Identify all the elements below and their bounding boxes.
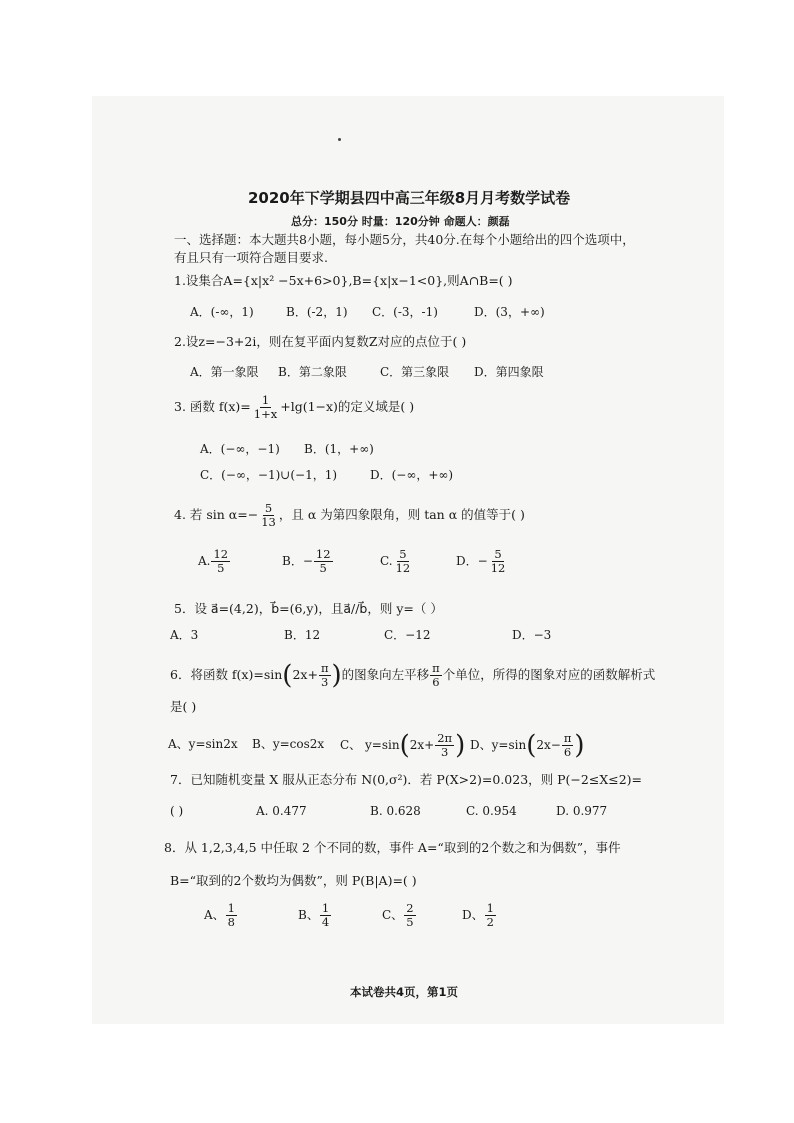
q4-option-c-fraction <box>394 548 413 575</box>
q8-option-d-fraction <box>485 902 496 929</box>
q4-fraction <box>259 502 278 529</box>
q3-option-b: B．(1，+∞) <box>304 442 374 456</box>
q5-option-a: A．3 <box>170 628 199 642</box>
exam-info: 总分：150分 时量：120分钟 命题人：颜磊 <box>291 215 510 228</box>
q4-stem-pre: 4. 若 sin α=− <box>174 507 259 522</box>
q7-option-c: C. 0.954 <box>466 804 517 818</box>
q4-stem <box>174 502 525 529</box>
q7-stem: 7．已知随机变量 X 服从正态分布 N(0,σ²)．若 P(X>2)=0.023，则 P(−2≤X≤2)= <box>170 772 642 787</box>
q3-fraction-numerator: 1 <box>261 393 270 407</box>
q5-option-c: C．−12 <box>384 628 431 642</box>
q7-option-b: B. 0.628 <box>370 804 421 818</box>
q4-option-b-numerator: 12 <box>315 547 331 561</box>
q8-option-c <box>382 902 417 929</box>
q4-fraction-denominator: 13 <box>261 515 276 529</box>
q6-option-d-arg: 2x− <box>536 738 561 752</box>
q6-stem-pre: 6．将函数 f(x)=sin <box>170 667 283 682</box>
q6-shift-denominator: 6 <box>432 675 440 689</box>
q2-option-c: C．第三象限 <box>380 365 450 379</box>
q1-option-d: D．(3，+∞) <box>474 305 545 319</box>
q5-option-b: B．12 <box>284 628 321 642</box>
q6-option-d-pre: D、y=sin <box>470 738 527 752</box>
q6-option-c-fraction <box>435 732 454 759</box>
q4-option-d-label: D．− <box>456 554 488 568</box>
q3-fraction-denominator: 1+x <box>253 407 278 421</box>
q8-option-d-numerator: 1 <box>486 901 494 915</box>
q8-option-a <box>204 902 238 929</box>
q6-arg: 2x+ <box>292 667 318 682</box>
q4-option-a <box>198 548 231 575</box>
q6-shift-fraction <box>430 662 442 689</box>
q5-option-d: D．−3 <box>512 628 552 642</box>
q6-option-d-fraction <box>562 732 574 759</box>
q4-option-a-fraction <box>211 548 230 575</box>
q4-option-d-denominator: 12 <box>490 561 506 575</box>
q8-option-a-fraction <box>226 902 237 929</box>
section-instruction-line1: 一、选择题：本大题共8小题，每小题5分，共40分.在每个小题给出的四个选项中， <box>174 232 635 247</box>
section-instruction-line2: 有且只有一项符合题目要求. <box>174 250 328 265</box>
q4-option-d-fraction <box>489 548 508 575</box>
q8-option-c-label: C、 <box>382 908 404 922</box>
q3-option-d: D．(−∞，+∞) <box>370 468 454 482</box>
q6-option-d-paren-left: ( <box>526 730 537 761</box>
q8-option-d-denominator: 2 <box>486 915 494 929</box>
q6-arg-denominator: 3 <box>321 675 329 689</box>
q8-option-b-label: B、 <box>298 908 319 922</box>
q4-option-a-denominator: 5 <box>217 561 225 575</box>
q6-option-d-paren-right: ) <box>574 730 585 761</box>
q3-stem-pre: 3. 函数 f(x)= <box>174 399 251 414</box>
q8-option-a-numerator: 1 <box>227 901 235 915</box>
q6-option-d-numerator: π <box>563 731 572 745</box>
q4-option-a-numerator: 12 <box>213 547 229 561</box>
q6-stem <box>170 662 655 689</box>
q8-option-c-fraction <box>404 902 415 929</box>
q1-option-a: A．(-∞，1) <box>190 305 254 319</box>
q6-option-c-arg: 2x+ <box>409 738 435 752</box>
q1-option-b: B．(-2，1) <box>286 305 348 319</box>
q8-stem-line1: 8．从 1,2,3,4,5 中任取 2 个不同的数，事件 A=“取到的2个数之和为偶数”，事件 <box>164 840 621 855</box>
q8-option-a-denominator: 8 <box>227 915 235 929</box>
page-footer: 本试卷共4页，第1页 <box>350 985 459 999</box>
q3-stem <box>174 394 414 421</box>
q3-fraction <box>252 394 279 421</box>
q6-paren-left: ( <box>282 660 293 691</box>
q4-option-c-numerator: 5 <box>399 547 407 561</box>
q1-option-c: C．(-3，-1) <box>372 305 438 319</box>
ink-dot <box>338 138 341 141</box>
q3-option-a: A．(−∞，−1) <box>200 442 280 456</box>
q4-option-b <box>282 548 334 575</box>
q7-answer-bracket: ( ) <box>170 804 184 818</box>
q2-option-d: D．第四象限 <box>474 365 544 379</box>
q6-stem-line2: 是( ) <box>170 699 197 714</box>
q1-stem: 1.设集合A={x|x² −5x+6>0},B={x|x−1<0},则A∩B=( ) <box>174 273 513 288</box>
q6-paren-right: ) <box>331 660 342 691</box>
q4-option-d-numerator: 5 <box>494 547 502 561</box>
q4-option-c-label: C. <box>380 554 393 568</box>
q6-stem-mid: 的图象向左平移 <box>341 667 430 682</box>
q4-option-a-label: A. <box>198 554 211 568</box>
q7-option-a: A. 0.477 <box>256 804 307 818</box>
q2-option-a: A．第一象限 <box>190 365 259 379</box>
q6-option-c-paren-left: ( <box>399 730 410 761</box>
q6-arg-numerator: π <box>320 661 329 675</box>
exam-title: 2020年下学期县四中高三年级8月月考数学试卷 <box>248 189 571 207</box>
q4-fraction-numerator: 5 <box>264 501 273 515</box>
q4-option-c <box>380 548 413 575</box>
q6-shift-numerator: π <box>432 661 440 675</box>
q4-option-c-denominator: 12 <box>395 561 411 575</box>
q6-arg-fraction <box>319 662 331 689</box>
q8-option-c-numerator: 2 <box>406 901 414 915</box>
q7-option-d: D. 0.977 <box>556 804 608 818</box>
q6-option-c-numerator: 2π <box>437 731 453 745</box>
q8-option-b <box>298 902 332 929</box>
q8-option-d <box>462 902 497 929</box>
q8-option-b-denominator: 4 <box>321 915 330 929</box>
q6-option-c-denominator: 3 <box>440 745 449 759</box>
q6-option-a: A、y=sin2x <box>168 737 238 751</box>
q6-option-d-denominator: 6 <box>563 745 572 759</box>
q4-option-b-fraction <box>314 548 333 575</box>
q6-option-d <box>470 732 585 759</box>
q3-stem-post: +lg(1−x)的定义域是( ) <box>280 399 415 414</box>
q4-option-d <box>456 548 508 575</box>
q6-option-c-pre: C、 y=sin <box>340 738 400 752</box>
q6-stem-post: 个单位，所得的图象对应的函数解析式 <box>442 667 656 682</box>
q8-option-b-numerator: 1 <box>321 901 330 915</box>
q4-option-b-label: B．− <box>282 554 313 568</box>
q4-stem-post: ，且 α 为第四象限角，则 tan α 的值等于( ) <box>278 507 525 522</box>
q8-option-c-denominator: 5 <box>406 915 414 929</box>
q6-option-c-paren-right: ) <box>455 730 466 761</box>
q8-option-a-label: A、 <box>204 908 225 922</box>
q3-option-c: C．(−∞，−1)∪(−1，1) <box>200 468 338 482</box>
q2-option-b: B．第二象限 <box>278 365 347 379</box>
q2-stem: 2.设z=−3+2i，则在复平面内复数Z对应的点位于( ) <box>174 334 467 349</box>
q4-option-b-denominator: 5 <box>319 561 327 575</box>
q8-stem-line2: B=“取到的2个数均为偶数”，则 P(B|A)=( ) <box>170 873 417 888</box>
q5-stem: 5．设 a⃗=(4,2)，b⃗=(6,y)，且a⃗//b⃗，则 y=（ ） <box>174 601 443 616</box>
q6-option-b: B、y=cos2x <box>252 737 325 751</box>
q6-option-c <box>340 732 465 759</box>
q8-option-d-label: D、 <box>462 908 484 922</box>
q8-option-b-fraction <box>320 902 331 929</box>
